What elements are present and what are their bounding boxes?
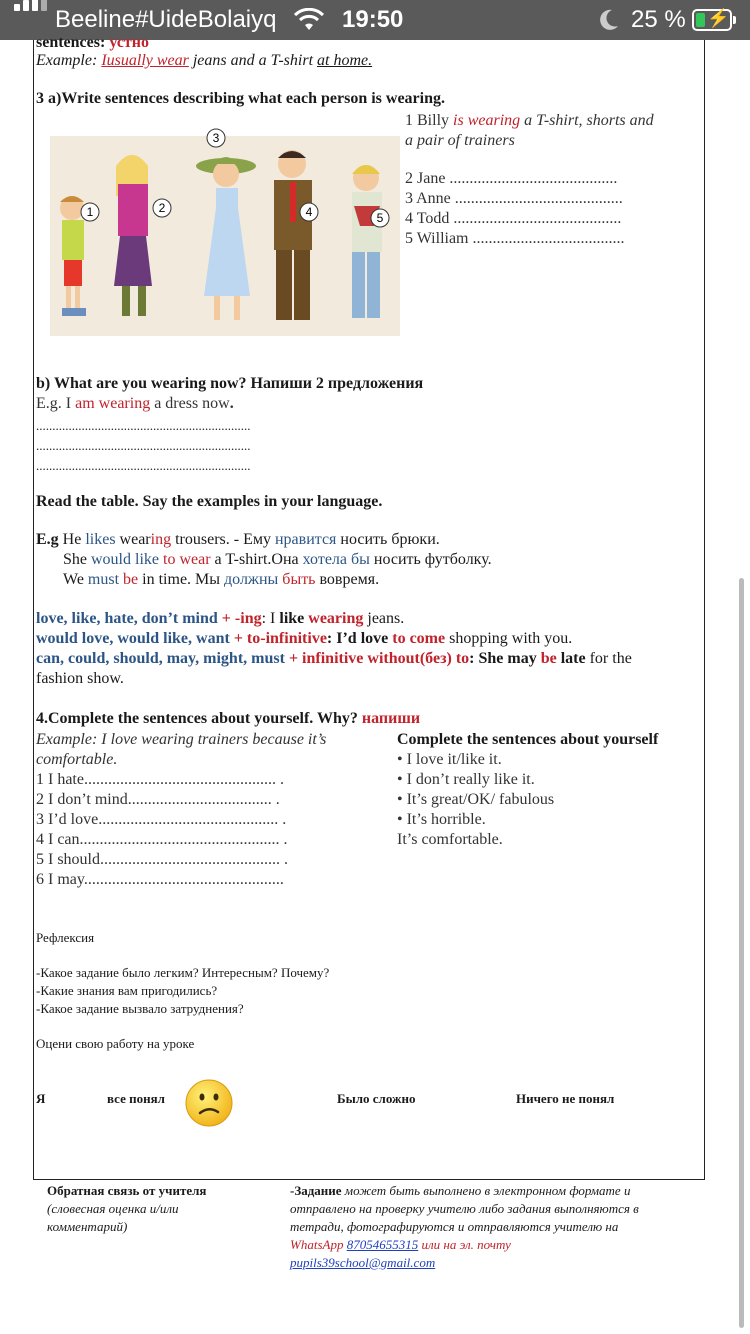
- task-note-line2: отправлено на проверку учителю либо задания выполняются в: [290, 1201, 639, 1216]
- task-note-line3: тетради, фотографируются и отправляются учителю на: [290, 1219, 619, 1234]
- reflection-title: Рефлексия: [36, 930, 95, 945]
- task4-line[interactable]: 3 I’d love............................................. .: [36, 811, 287, 828]
- task4-heading-red: напиши: [361, 710, 421, 727]
- scrollbar[interactable]: [739, 578, 744, 1328]
- r3-c: : She: [469, 650, 508, 667]
- l3-f: быть: [278, 571, 316, 588]
- task-l1: может быть выполнено в электронном формате и: [341, 1183, 631, 1198]
- l3-g: вовремя.: [315, 571, 380, 588]
- rule-to-infinitive: [36, 630, 572, 648]
- figure-number: 5: [376, 211, 384, 225]
- r2-c: : I’d love: [326, 630, 389, 647]
- reflection-rate: Оцени свою работу на уроке: [36, 1036, 195, 1051]
- eg-dot: .: [229, 395, 234, 412]
- line1-start: 1 Billy: [405, 112, 454, 129]
- phone-link[interactable]: 87054655315: [346, 1237, 419, 1252]
- task4-line[interactable]: 6 I may..................................................: [36, 871, 284, 888]
- table-heading: Read the table. Say the examples in your language.: [36, 493, 383, 510]
- sentences-label: sentences:: [36, 34, 106, 51]
- task4-example-cont: comfortable.: [36, 751, 118, 768]
- r3-f: late: [556, 650, 586, 667]
- task3a-answer-line[interactable]: 2 Jane ..........................................: [405, 170, 618, 187]
- task3a-answer-line[interactable]: 5 William ......................................: [405, 230, 625, 247]
- feedback-sub: комментарий): [47, 1219, 128, 1234]
- l1-e: trousers. - Ему: [171, 531, 275, 548]
- r1-c: : I: [261, 610, 280, 627]
- l3-d: in time. Мы: [138, 571, 225, 588]
- eg-label: E.g: [36, 531, 59, 548]
- table-example-3: [63, 571, 379, 589]
- phrase-last: It’s comfortable.: [397, 831, 503, 848]
- phrase-bullet: • It’s horrible.: [397, 811, 486, 828]
- feedback-title: Обратная связь от учителя: [47, 1183, 207, 1198]
- worksheet: [33, 34, 705, 1180]
- r1-f: jeans.: [363, 610, 405, 627]
- example-place: at home.: [317, 52, 373, 69]
- confused-face-icon: [184, 1078, 234, 1128]
- rating-option-not-understood[interactable]: Ничего не понял: [516, 1091, 615, 1106]
- task4-heading: [36, 710, 420, 728]
- task3a-heading: 3 a)Write sentences describing what each person is wearing.: [36, 90, 445, 107]
- rule-bare-infinitive: [36, 650, 632, 668]
- l2-e: хотела бы: [302, 551, 370, 568]
- answer-dots[interactable]: ..................................................................: [36, 458, 251, 473]
- task4-line[interactable]: 1 I hate................................................ .: [36, 771, 284, 788]
- l2-f: носить футболку.: [369, 551, 492, 568]
- task4-example: Example: I love wearing trainers because it’s: [36, 731, 327, 748]
- r3-a: can, could, should, may, might, must: [36, 650, 285, 667]
- answer-dots[interactable]: ..................................................................: [36, 438, 251, 453]
- people-illustration: [36, 106, 404, 338]
- l1-c: wear: [115, 531, 151, 548]
- phrase-bullet: • I don’t really like it.: [397, 771, 535, 788]
- rule-ing: [36, 610, 404, 628]
- feedback-sub: (словесная оценка и/или: [47, 1201, 179, 1216]
- r3-g: for the: [585, 650, 632, 667]
- example-subject: I: [101, 52, 107, 69]
- intro-example: [36, 52, 372, 70]
- l1-f: нравится: [274, 531, 337, 548]
- rule-bare-infinitive-cont: fashion show.: [36, 670, 124, 687]
- answer-dots[interactable]: ..................................................................: [36, 418, 251, 433]
- task-note-line1: [290, 1183, 630, 1199]
- intro-sentences-line: [36, 34, 149, 52]
- wifi-icon: [294, 8, 324, 32]
- reflection-question: -Какое задание вызвало затруднения?: [36, 1001, 244, 1016]
- table-example-2: [63, 551, 492, 569]
- r1-a: love, like, hate, don’t mind: [36, 610, 218, 627]
- r2-a: would love, would like, want: [36, 630, 230, 647]
- r3-b: + infinitive without(без) to: [284, 650, 470, 667]
- task3a-answer-line[interactable]: 4 Todd ..........................................: [405, 210, 622, 227]
- r3-e: be: [536, 650, 557, 667]
- phrase-bullet: • It’s great/OK/ fabulous: [397, 791, 555, 808]
- l1-g: носить брюки.: [336, 531, 440, 548]
- task3b-heading: b) What are you wearing now? Напиши 2 предложения: [36, 375, 424, 392]
- phrase-bullet: • I love it/like it.: [397, 751, 502, 768]
- line1-end: a T-shirt, shorts and: [520, 112, 654, 129]
- eg-end: a dress now: [150, 395, 230, 412]
- r1-e: wearing: [304, 610, 364, 627]
- reflection-question: -Какие знания вам пригодились?: [36, 983, 218, 998]
- r3-d: may: [507, 650, 537, 667]
- carrier-name: Beeline#UideBolaiyq: [55, 6, 277, 33]
- or-email: или на эл. почту: [418, 1237, 511, 1252]
- task3a-answer-line[interactable]: 3 Anne ..........................................: [405, 190, 623, 207]
- r1-d: like: [279, 610, 305, 627]
- l1-d: ing: [150, 531, 172, 548]
- task-label: -Задание: [290, 1183, 342, 1198]
- l1-b: likes: [85, 531, 116, 548]
- reflection-question: -Какое задание было легким? Интересным? Почему?: [36, 965, 330, 980]
- task4-line[interactable]: 5 I should............................................. .: [36, 851, 288, 868]
- whatsapp-label: WhatsApp: [290, 1237, 344, 1252]
- l2-a: She: [63, 551, 91, 568]
- r2-d: to come: [388, 630, 446, 647]
- task3b-example: [36, 395, 234, 413]
- figure-number: 2: [158, 201, 166, 215]
- l2-c: to wear: [159, 551, 211, 568]
- task4-line[interactable]: 4 I can.................................................. .: [36, 831, 288, 848]
- rating-option-i[interactable]: Я: [36, 1091, 46, 1106]
- figure-number: 4: [305, 205, 313, 219]
- battery-charging-icon: ⚡: [692, 9, 732, 31]
- task3a-line1-cont: a pair of trainers: [405, 132, 515, 149]
- sentences-mode: устно: [109, 34, 149, 51]
- eg-verb: am wearing: [75, 395, 151, 412]
- battery-percent: 25 %: [631, 6, 686, 33]
- line1-verb: is wearing: [453, 112, 521, 129]
- l3-e: должны: [224, 571, 279, 588]
- l3-b: must: [87, 571, 120, 588]
- example-middle: jeans and a T-shirt: [188, 52, 318, 69]
- table-example-1: [36, 531, 440, 549]
- figure-number: 1: [86, 205, 94, 219]
- task3a-line1: [405, 112, 654, 130]
- r2-b: + to-infinitive: [229, 630, 327, 647]
- l2-b: would like: [91, 551, 159, 568]
- example-label: Example:: [36, 52, 98, 69]
- example-verb: usually wear: [106, 52, 189, 69]
- task-note-line4: [290, 1237, 511, 1253]
- l3-a: We: [63, 571, 88, 588]
- l3-c: be: [119, 571, 139, 588]
- l1-a: He: [58, 531, 86, 548]
- rating-option-understood[interactable]: все понял: [107, 1091, 165, 1106]
- task4-right-heading: Complete the sentences about yourself: [397, 731, 659, 748]
- r1-b: + -ing: [217, 610, 262, 627]
- task4-line[interactable]: 2 I don’t mind.................................... .: [36, 791, 280, 808]
- figure-number: 3: [212, 131, 220, 145]
- email-link[interactable]: pupils39school@gmail.com: [290, 1255, 436, 1270]
- clock: 19:50: [342, 6, 404, 33]
- l2-d: a T-shirt.Она: [210, 551, 303, 568]
- moon-icon: [598, 8, 620, 32]
- r2-e: shopping with you.: [445, 630, 573, 647]
- eg-start: E.g. I: [36, 395, 76, 412]
- rating-option-difficult[interactable]: Было сложно: [337, 1091, 416, 1106]
- task4-heading-text: 4.Complete the sentences about yourself. Why?: [36, 710, 362, 727]
